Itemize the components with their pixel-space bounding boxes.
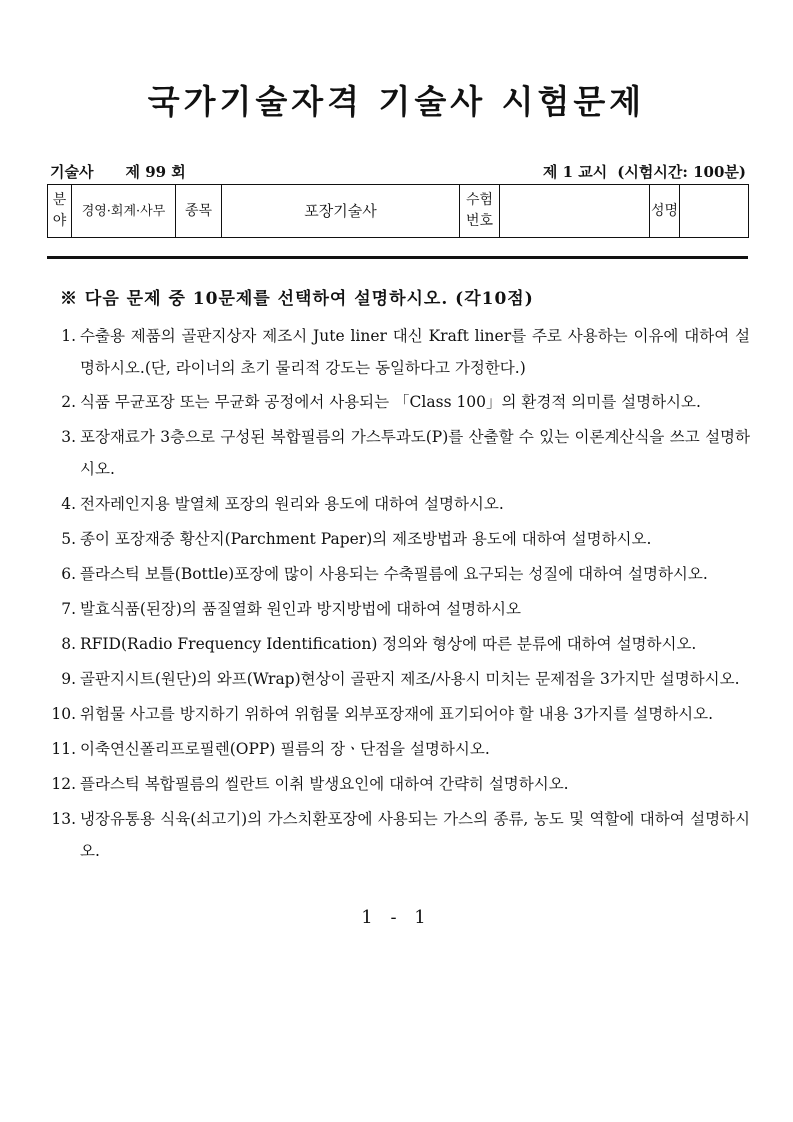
question-item <box>46 698 750 730</box>
question-text: 플라스틱 복합필름의 씰란트 이취 발생요인에 대하여 간략히 설명하시오. <box>80 775 569 793</box>
question-list <box>46 320 750 870</box>
question-item <box>46 733 750 765</box>
question-item <box>46 421 750 485</box>
exam-number-field[interactable] <box>500 185 650 238</box>
question-text: 식품 무균포장 또는 무균화 공정에서 사용되는 「Class 100」의 환경적 의미를 설명하시오. <box>80 393 701 411</box>
instruction-text: ※ 다음 문제 중 10문제를 선택하여 설명하시오. (각10점) <box>60 289 534 309</box>
question-item <box>46 628 750 660</box>
exam-number-label: 수험번호 <box>460 185 500 238</box>
question-number: 2. <box>61 393 76 411</box>
question-number: 7. <box>61 600 76 618</box>
header-divider <box>47 256 748 259</box>
subject-label: 종목 <box>176 185 222 238</box>
subject-value: 포장기술사 <box>222 185 460 238</box>
field-value: 경영·회계·사무 <box>72 185 176 238</box>
question-number: 12. <box>51 775 76 793</box>
question-number: 9. <box>61 670 76 688</box>
question-item <box>46 663 750 695</box>
question-text: RFID(Radio Frequency Identification) 정의와 형상에 따른 분류에 대하여 설명하시오. <box>80 635 697 653</box>
question-number: 3. <box>61 428 76 446</box>
question-number: 8. <box>61 635 76 653</box>
page-number: 1 - 1 <box>361 907 432 928</box>
field-label: 분야 <box>48 185 72 238</box>
exam-meta-table <box>47 184 749 238</box>
question-item <box>46 803 750 867</box>
question-number: 11. <box>51 740 76 758</box>
question-item <box>46 768 750 800</box>
question-number: 10. <box>51 705 76 723</box>
question-text: 골판지시트(원단)의 와프(Wrap)현상이 골판지 제조/사용시 미치는 문제점을 3가지만 설명하시오. <box>80 670 740 688</box>
question-text: 발효식품(된장)의 품질열화 원인과 방지방법에 대하여 설명하시오 <box>80 600 522 618</box>
question-text: 수출용 제품의 골판지상자 제조시 Jute liner 대신 Kraft liner를 주로 사용하는 이유에 대하여 설명하시오.(단, 라이너의 초기 물리적 강도는 동일하다고 가정한다.) <box>80 327 750 377</box>
exam-round: 제 99 회 <box>125 163 186 181</box>
question-item <box>46 386 750 418</box>
question-text: 냉장유통용 식육(쇠고기)의 가스치환포장에 사용되는 가스의 종류, 농도 및 역할에 대하여 설명하시오. <box>80 810 750 860</box>
exam-duration: (시험시간: 100분) <box>617 163 746 181</box>
question-item <box>46 593 750 625</box>
question-text: 포장재료가 3층으로 구성된 복합필름의 가스투과도(P)를 산출할 수 있는 이론계산식을 쓰고 설명하시오. <box>80 428 750 478</box>
page-title: 국가기술자격 기술사 시험문제 <box>147 82 646 121</box>
question-item <box>46 558 750 590</box>
question-number: 5. <box>61 530 76 548</box>
question-number: 6. <box>61 565 76 583</box>
question-text: 이축연신폴리프로필렌(OPP) 필름의 장ㆍ단점을 설명하시오. <box>80 740 490 758</box>
name-field[interactable] <box>680 185 749 238</box>
question-text: 종이 포장재중 황산지(Parchment Paper)의 제조방법과 용도에 대하여 설명하시오. <box>80 530 652 548</box>
exam-info-right <box>543 161 746 182</box>
question-text: 플라스틱 보틀(Bottle)포장에 많이 사용되는 수축필름에 요구되는 성질에 대하여 설명하시오. <box>80 565 708 583</box>
question-text: 전자레인지용 발열체 포장의 원리와 용도에 대하여 설명하시오. <box>80 495 504 513</box>
question-number: 13. <box>51 810 76 828</box>
exam-period: 제 1 교시 <box>542 163 608 181</box>
exam-info-left <box>50 161 186 182</box>
question-item <box>46 523 750 555</box>
question-text: 위험물 사고를 방지하기 위하여 위험물 외부포장재에 표기되어야 할 내용 3가지를 설명하시오. <box>80 705 714 723</box>
exam-type: 기술사 <box>50 163 94 181</box>
question-item <box>46 320 750 384</box>
question-item <box>46 488 750 520</box>
question-number: 1. <box>61 327 76 345</box>
question-number: 4. <box>61 495 76 513</box>
name-label: 성명 <box>650 185 680 238</box>
